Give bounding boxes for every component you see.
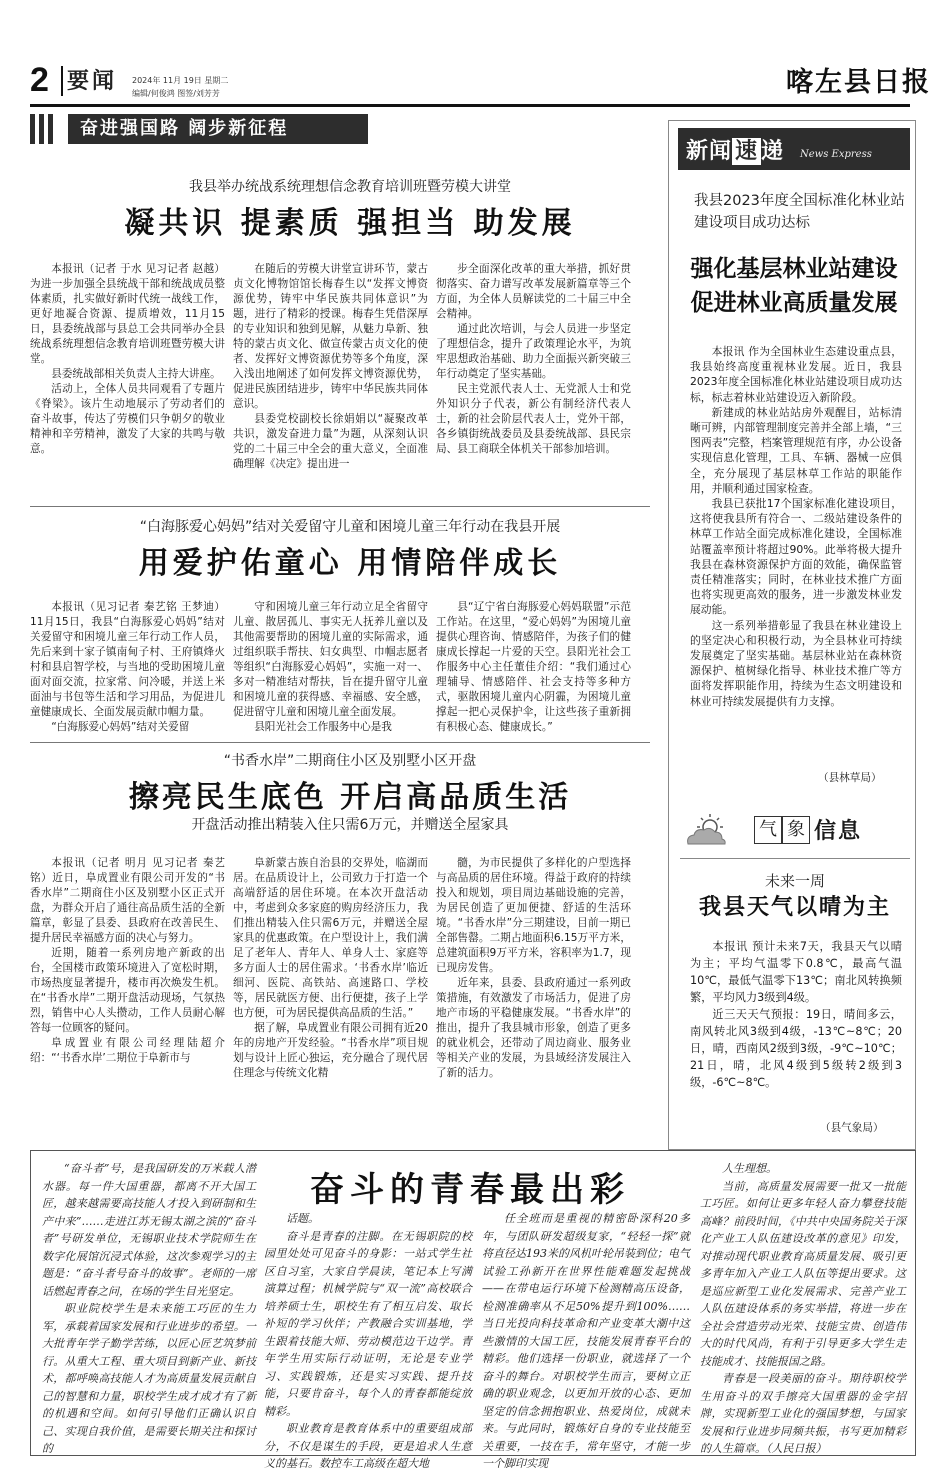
paragraph: 人生理想。 [722, 1162, 777, 1175]
paragraph: 近三天天气预报：19日，晴间多云，南风转北风3级到4级，-13℃~8℃；20日，晴，西南风2级到3级，-9℃~10℃；21日，晴，北风4级到5级转2级到3级，-6℃~8℃。 [690, 1008, 902, 1089]
bottom-col4 [700, 1160, 906, 1458]
news-express-title-b: 速 [732, 138, 761, 165]
news-express-title-c: 递 [761, 139, 785, 164]
news-express-title [686, 134, 784, 165]
news-headline-line2: 促进林业高质量发展 [690, 289, 898, 316]
paragraph: 县委统战部相关负责人主持大讲座。 [51, 368, 221, 380]
paragraph: 奋斗是青春的注脚。在无锡职院的校园里处处可见奋斗的身影：一站式学生社区自习室，大家自学晨读，笔记本上写满演算过程；机械学院与“双一流”高校联合培养硕士生，职校生有了相互启发、取长补短的学习伙伴；产教融合实训基地，学生跟着技能大师、劳动模范边干边学。青年学生用实际行动证明，无论是专业学习、实践锻炼，还是实习实践、提升技能，只要肯奋斗，每个人的青春都能绽放精彩。 [264, 1229, 472, 1418]
paragraph: 民主党派代表人士、无党派人士和党外知识分子代表，新公有制经济代表人士，新的社会阶层代表人士，党外干部，各乡镇街统战委员及县委统战部、县民宗局、县工商联全体机关干部参加培训。 [436, 383, 631, 455]
article3-subhead: 开盘活动推出精装入住只需6万元，并赠送全屋家具 [191, 817, 509, 833]
article2-col1 [30, 600, 225, 735]
article3-headline: 擦亮民生底色 开启高品质生活 [128, 780, 572, 815]
weather-char-box-1: 气 [754, 816, 782, 844]
weather-char-box-2: 象 [782, 816, 810, 844]
news-express-byline: （县林草局） [818, 772, 882, 784]
paragraph: 县阳光社会工作服务中心是我 [254, 721, 392, 733]
bottom-col2 [264, 1210, 472, 1473]
paragraph: 任全班而是重视的精密卧深科20多年，与团队研发超级复家，“轻轻一探”就将直径达193米的风机叶轮吊装到位；电气试验工孙新开在世界性能难题发起挑战——在带电运行环境下检测精高压设备，检测准确率从不足50%提升到100%……当日光投向科技革命和产业变革大潮中这些激情的大国工匠，技能发展青春平台的精彩。他们选择一份职业，就选择了一个奋斗的舞台。对职校学生而言，要树立正确的职业观念，以更加开放的心态、更加坚定的信念拥抱职业、热爱岗位，成就未来。与此同时，锻炼好自身的专业技能至关重要，一技在手，常年坚守，才能一步一个脚印实现 [482, 1212, 690, 1470]
news-express-headline [678, 252, 910, 320]
paragraph: 我县已获批17个国家标准化建设项目，这将使我县所有符合一、二级站建设条件的林草工作站全面完成标准化建设，全国标准站覆盖率预计将超过90%。此举将极大提升我县在森林资源保护方面的效能，确保监管责任精准落实；同时，在林业技术推广方面也将实现更高效的服务，进一步激发林业发展动能。 [690, 497, 902, 617]
article-divider [30, 742, 650, 743]
weather-rule [680, 858, 910, 859]
news-express-en: News Express [800, 149, 872, 160]
article3-kicker: “书香水岸”二期商住小区及别墅小区开盘 [223, 753, 477, 769]
header-rule [30, 104, 910, 107]
bottom-col1 [42, 1160, 256, 1458]
article3-col2 [233, 856, 428, 1081]
article2-kicker: “白海豚爱心妈妈”结对关爱留守儿童和困境儿童三年行动在我县开展 [139, 519, 561, 535]
weather-kicker: 未来一周 [764, 872, 825, 890]
page-number: 2 [30, 61, 49, 99]
paragraph: 阜成置业有限公司经理陆超介绍：“‘书香水岸’二期位于阜新市与 [30, 1037, 225, 1064]
paragraph: 本报讯（见习记者 秦艺铭 王梦迪）11月15日，我县“白海豚爱心妈妈”结对关爱留守和困境儿童三年行动工作人员，先后来到十家子镇南甸子村、王府镇烽火村和县启智学校，与当地的受助困境儿童面对面交流，拉家常、问冷暖，并送上米面油与书包等生活和学习用品，为促进儿童健康成长、全面发展贡献巾帼力量。 [30, 601, 225, 718]
article3-col3 [436, 856, 631, 1081]
article1-col1 [30, 262, 225, 457]
article1-col3 [436, 262, 631, 457]
paragraph: 职业教育是教育体系中的重要组成部分，不仅是谋生的手段，更是追求人生意义的基石。数控车工高级在超大地 [264, 1422, 472, 1470]
section-banner: 奋进强国路 阔步新征程 [68, 114, 368, 144]
editor-line: 编辑/何俊鸿 图签/刘芳芳 [132, 89, 220, 98]
weather-headline: 我县天气以晴为主 [698, 894, 891, 920]
paragraph: 青春是一段美丽的奋斗。期待职校学生用奋斗的双手擦亮大国重器的金字招牌，实现新型工业化的强国梦想，与国家发展和行业进步同频共振，书写更加精彩的人生篇章。（人民日报） [700, 1372, 906, 1455]
article1-headline: 凝共识 提素质 强担当 助发展 [124, 206, 576, 241]
bottom-feature-headline: 奋斗的青春最出彩 [310, 1170, 630, 1210]
paragraph: 本报讯（记者 明月 见习记者 秦艺铭）近日，阜成置业有限公司开发的“书香水岸”二期商住小区及别墅小区正式开盘，为群众开启了通往高品质生活的全新篇章，彰显了县委、县政府在改善民生、提升居民幸福感方面的决心与努力。 [30, 857, 225, 944]
paragraph: 当前，高质量发展需要一批又一批能工巧匠。如何让更多年轻人奋力攀登技能高峰？前段时间，《中共中央国务院关于深化产业工人队伍建设改革的意见》印发，对推动现代职业教育高质量发展、吸引更多青年加入产业工人队伍等提出要求。这是巡应新型工业化发展需求、完善产业工人队伍建设体系的务实举措，将进一步在全社会营造劳动光荣、技能宝贵、创造伟大的时代风尚，有利于引导更多大学生走技能成才、技能报国之路。 [700, 1179, 906, 1368]
weather-body [690, 938, 902, 1091]
paragraph: 这一系列举措彰显了我县在林业建设上的坚定决心和积极行动，为全县林业可持续发展奠定了坚实基础。基层林业站在森林资源保护、植树绿化指导、林业技术推广等方面将发挥职能作用，持续为生态文明建设和林业可持续发展提供有力支撑。 [690, 618, 902, 708]
weather-header [680, 812, 910, 848]
sun-cloud-icon [680, 812, 750, 848]
paragraph: 通过此次培训，与会人员进一步坚定了理想信念，提升了政策理论水平，为筑牢思想政治基础、助力全面振兴新突破三年行动奠定了坚实基础。 [436, 323, 631, 380]
paragraph: 新建成的林业站站房外观醒目，站标清晰可辨，内部管理制度完善并全部上墙，“三图两表”完整，档案管理规范有序，办公设备实现信息化管理，工具、车辆、器械一应俱全，充分展现了基层林草工作站的职能作用，并顺利通过国家检查。 [690, 405, 902, 495]
paragraph: 活动上，全体人员共同观看了专题片《脊梁》。该片生动地展示了劳动者们的奋斗故事，传达了劳模们只争朝夕的敬业精神和辛劳精神，激发了大家的共鸣与敬意。 [30, 383, 225, 455]
paragraph: 阜新蒙古族自治县的交界处，临湖而居。在品质设计上，公司致力于打造一个高端舒适的居住环境。在本次开盘活动中，考虑到众多家庭的购房经济压力，我们推出精装入住只需6万元，并赠送全屋家具的优惠政策。在户型设计上，我们满足了老年人、青年人、单身人士、家庭等多方面人士的居住需求。‘书香水岸’临近细河、医院、高铁站、高速路口、学校等，居民就医方便、出行便捷，孩子上学也方便，可为居民提供高品质的生活。” [233, 857, 428, 1019]
article1-kicker: 我县举办统战系统理想信念教育培训班暨劳模大讲堂 [189, 179, 511, 195]
paragraph: 职业院校学生是未来能工巧匠的生力军，承载着国家发展和行业进步的希望。一大批青年学子勤学苦练，以匠心匠艺筑梦前行。从重大工程、重大项目到新产业、新技术，都呼唤高技能人才为高质量发展贡献自己的智慧和力量，职校学生成才成才有了新的机遇和空间。如何引导他们正确认识自己、实现自我价值，是需要长期关注和探讨的 [42, 1302, 256, 1455]
banner-stripes [30, 114, 64, 144]
paragraph: 县“辽宁省白海豚爱心妈妈联盟”示范工作站。在这里，“爱心妈妈”为困境儿童提供心理咨询、情感陪伴，为孩子们的健康成长撑起一片爱的天空。县阳光社会工作服务中心主任董佳介绍：“我们通过心理辅导、情感陪伴、社会支持等多种方式，驱散困境儿童内心阴霾，为困境儿童撑起一把心灵保护伞，让这些孩子重新拥有积极心态、健康成长。” [436, 601, 631, 733]
article2-col2 [233, 600, 428, 735]
issue-date: 2024年 11月 19日 星期二 [132, 76, 229, 85]
news-express-body [690, 344, 902, 709]
article3-col1 [30, 856, 225, 1066]
paragraph: 守和困境儿童三年行动立足全省留守儿童、散居孤儿、事实无人抚养儿童以及其他需要帮助的困境儿童的实际需求，通过组织联手帮扶、妇女典型、巾帼志愿者等组织“白海豚爱心妈妈”，实施一对一、多对一精准结对帮扶，旨在提升留守儿童和困境儿童的获得感、幸福感、安全感，促进留守儿童和困境儿童全面发展。 [233, 601, 428, 718]
paragraph: 县委党校副校长徐娟娟以“凝聚改革共识，激发奋进力量”为题，从深刻认识党的二十届三中全会的重大意义，全面准确理解《决定》提出进一 [233, 413, 428, 470]
paragraph: 话题。 [286, 1212, 319, 1225]
article-divider [30, 506, 650, 507]
article2-headline: 用爱护佑童心 用情陪伴成长 [138, 546, 562, 581]
weather-title: 信息 [814, 819, 863, 844]
paragraph: 步全面深化改革的重大举措，抓好贯彻落实、奋力谱写改革发展新篇章等三个方面，为全体人员解读党的二十届三中全会精神。 [436, 263, 631, 320]
paragraph: 近年来，县委、县政府通过一系列政策措施，有效激发了市场活力，促进了房地产市场的平稳健康发展。“书香水岸”的推出，提升了我县城市形象，创造了更多的就业机会，还带动了周边商业、服务业等相关产业的发展，为县域经济发展注入了新的活力。 [436, 977, 631, 1079]
bottom-col3 [482, 1210, 690, 1473]
weather-byline: （县气象局） [820, 1122, 884, 1134]
header-divider [61, 66, 63, 96]
paragraph: 本报讯（记者 于水 见习记者 赵越）为进一步加强全县统战干部和统战成员整体素质，扎实做好新时代统一战线工作，更好地凝合资源、提质增效，11月15日，县委统战部与县总工会共同举办全县统战系统理想信念教育培训班暨劳模大讲堂。 [30, 263, 225, 365]
news-headline-line1: 强化基层林业站建设 [690, 255, 898, 282]
news-express-title-a: 新闻 [686, 139, 733, 164]
section-name: 要闻 [67, 69, 118, 94]
paragraph: 髓，为市民提供了多样化的户型选择与高品质的居住环境。得益于政府的持续投入和规划，项目周边基础设施的完善，为居民创造了更加便捷、舒适的生活环境。“书香水岸”分三期建设，目前一期已全部售罄。二期占地面积6.15万平方米，总建筑面积9万平方米，容积率为1.7，现已现房发售。 [436, 857, 631, 974]
paragraph: 本报讯 预计未来7天，我县天气以晴为主；平均气温零下0.8℃，最高气温10℃，最低气温零下13℃；南北风转换频繁，平均风力3级到4级。 [690, 940, 902, 1004]
paragraph: 本报讯 作为全国林业生态建设重点县，我县始终高度重视林业发展。近日，我县2023年度全国标准化林业站建设项目成功达标，标志着林业站建设迈入新阶段。 [690, 345, 902, 404]
paragraph: “奋斗者”号，是我国研发的万米载人潜水器。每一件大国重器，都离不开大国工匠，越来越需要高技能人才投入到研制和生产中来”……走进江苏无锡太湖之滨的“奋斗者”号研发单位，无锡职业技术学院师生在数字化展馆沉浸式体验，这次参观学习的主题是：“奋斗者号奋斗的故事”。老师的一席话燃起青春之问，在场的学生目光坚定。 [42, 1162, 256, 1298]
paragraph: “白海豚爱心妈妈”结对关爱留 [51, 721, 190, 733]
paragraph: 据了解，阜成置业有限公司拥有近20年的房地产开发经验。“书香水岸”项目规划与设计上匠心独运，充分融合了现代居住理念与传统文化精 [233, 1022, 428, 1079]
paragraph: 在随后的劳模大讲堂宣讲环节，蒙古贞文化博物馆馆长梅春生以“发挥文博资源优势，铸牢中华民族共同体意识”为题，进行了精彩的授课。梅春生凭借深厚的专业知识和独到见解，从魅力阜新、独特的蒙古贞文化、做宣传蒙古贞文化的使者、发挥好文博资源优势等多个角度，深入浅出地阐述了如何发挥文博资源优势，促进民族团结进步，铸牢中华民族共同体意识。 [233, 263, 428, 410]
news-express-kicker: 我县2023年度全国标准化林业站建设项目成功达标 [694, 193, 905, 231]
article1-col2 [233, 262, 428, 472]
article2-col3 [436, 600, 631, 735]
newspaper-masthead: 喀左县日报 [786, 67, 931, 98]
paragraph: 近期，随着一系列房地产新政的出台，全国楼市政策环境进入了宽松时期，市场热度显著提升，楼市再次焕发生机。在“书香水岸”二期开盘活动现场，气氛热烈，销售中心人头攒动，工作人员耐心解答每一位顾客的疑问。 [30, 947, 225, 1034]
